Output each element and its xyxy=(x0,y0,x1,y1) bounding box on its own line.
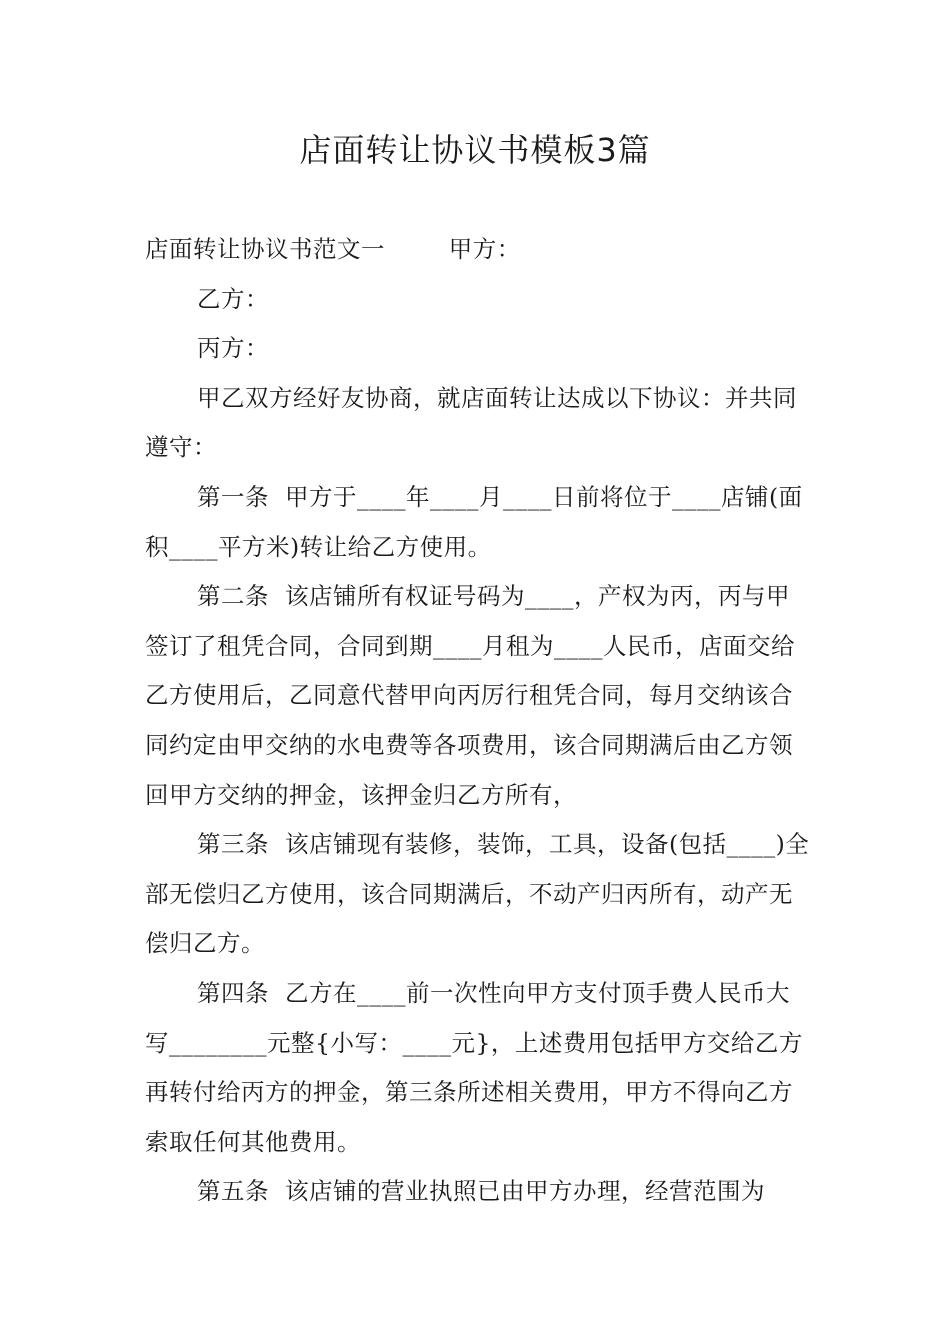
paragraph-intro-party-a: 店面转让协议书范文一 甲方： xyxy=(145,235,521,263)
paragraph-party-b: 乙方： xyxy=(197,284,269,313)
paragraph-article-5: 第五条 该店铺的营业执照已由甲方办理，经营范围为 xyxy=(197,1177,765,1206)
paragraph-article-4: 第四条 乙方在____前一次性向甲方支付顶手费人民币大写________元整{小写：____元}，上述费用包括甲方交给乙方再转付给丙方的押金，第三条所述相关费用，甲方不得向乙方索取任何其他费用。 xyxy=(145,978,803,1156)
paragraph-article-1: 第一条 甲方于____年____月____日前将位于____店铺(面积____平方米)转让给乙方使用。 xyxy=(145,482,803,561)
paragraph-article-2: 第二条 该店铺所有权证号码为____，产权为丙，丙与甲签订了租凭合同，合同到期____月租为____人民币，店面交给乙方使用后，乙同意代替甲向丙厉行租凭合同，每月交纳该合同约定由甲交纳的水电费等各项费用，该合同期满后由乙方领回甲方交纳的押金，该押金归乙方所有， xyxy=(145,582,795,809)
paragraph-party-c: 丙方： xyxy=(197,334,269,363)
document-title: 店面转让协议书模板3篇 xyxy=(299,131,651,169)
paragraph-article-3: 第三条 该店铺现有装修，装饰，工具，设备(包括____)全部无偿归乙方使用，该合同期满后，不动产归丙所有，动产无偿归乙方。 xyxy=(145,830,810,958)
document-body xyxy=(145,225,810,1217)
paragraph-preamble: 甲乙双方经好友协商，就店面转让达成以下协议：并共同遵守： xyxy=(145,383,797,462)
